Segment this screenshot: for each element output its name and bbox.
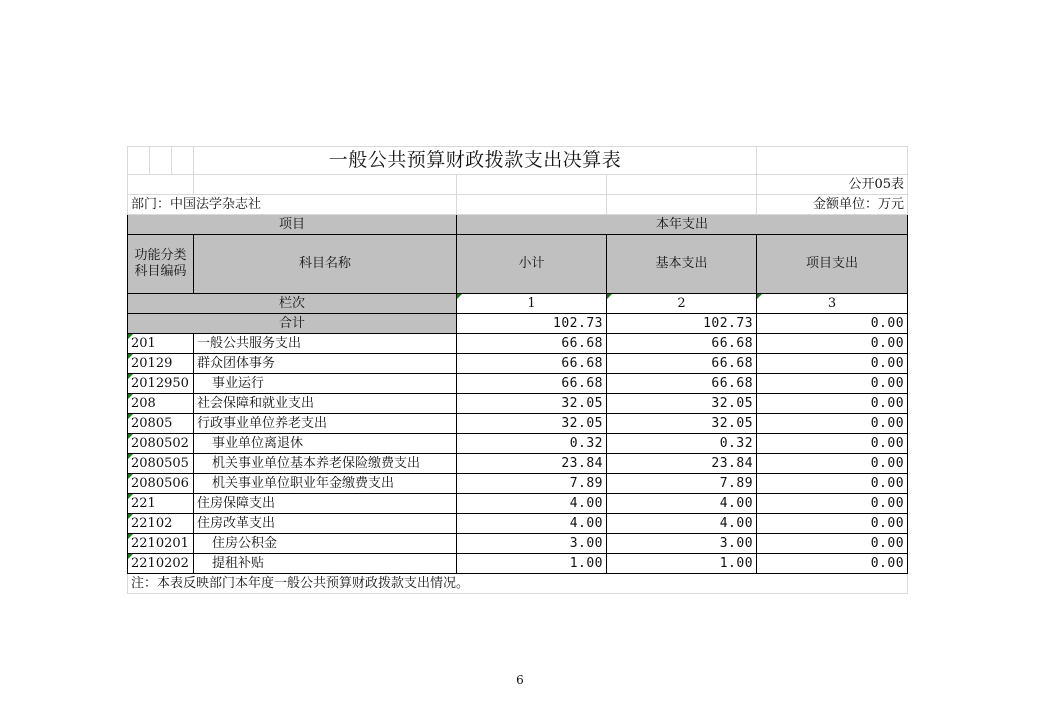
row-project: 0.00 — [757, 534, 908, 554]
row-basic: 4.00 — [607, 494, 757, 514]
table-row — [128, 514, 908, 534]
row-code: 22102 — [128, 514, 194, 534]
row-name: 一般公共服务支出 — [194, 334, 457, 354]
row-name: 住房公积金 — [194, 534, 457, 554]
row-basic: 66.68 — [607, 354, 757, 374]
row-basic: 3.00 — [607, 534, 757, 554]
table-row — [128, 374, 908, 394]
col-index-2: 2 — [607, 294, 757, 314]
table-row — [128, 394, 908, 414]
row-subtotal: 32.05 — [457, 414, 607, 434]
row-project: 0.00 — [757, 374, 908, 394]
row-name: 住房保障支出 — [194, 494, 457, 514]
row-subtotal: 1.00 — [457, 554, 607, 574]
table-row — [128, 554, 908, 574]
row-project: 0.00 — [757, 334, 908, 354]
row-code: 208 — [128, 394, 194, 414]
row-basic: 7.89 — [607, 474, 757, 494]
row-subtotal: 7.89 — [457, 474, 607, 494]
row-basic: 23.84 — [607, 454, 757, 474]
row-basic: 0.32 — [607, 434, 757, 454]
header-project: 项目 — [128, 215, 457, 235]
row-subtotal: 23.84 — [457, 454, 607, 474]
row-project: 0.00 — [757, 494, 908, 514]
table-row — [128, 434, 908, 454]
row-basic: 1.00 — [607, 554, 757, 574]
row-project: 0.00 — [757, 554, 908, 574]
table-row — [128, 454, 908, 474]
table-row — [128, 474, 908, 494]
row-name: 群众团体事务 — [194, 354, 457, 374]
row-subtotal: 66.68 — [457, 354, 607, 374]
row-subtotal: 0.32 — [457, 434, 607, 454]
row-code: 201 — [128, 334, 194, 354]
row-code: 2012950 — [128, 374, 194, 394]
header-code: 功能分类 科目编码 — [128, 235, 194, 294]
row-project: 0.00 — [757, 414, 908, 434]
row-subtotal: 4.00 — [457, 494, 607, 514]
col-index-3: 3 — [757, 294, 908, 314]
row-subtotal: 4.00 — [457, 514, 607, 534]
total-project: 0.00 — [757, 314, 908, 334]
table-row — [128, 534, 908, 554]
total-basic: 102.73 — [607, 314, 757, 334]
row-name: 事业单位离退休 — [194, 434, 457, 454]
row-name: 提租补贴 — [194, 554, 457, 574]
total-subtotal: 102.73 — [457, 314, 607, 334]
row-code: 2210201 — [128, 534, 194, 554]
row-code: 20129 — [128, 354, 194, 374]
header-name: 科目名称 — [194, 235, 457, 294]
expenditure-table — [127, 146, 908, 594]
row-code: 2080505 — [128, 454, 194, 474]
form-id: 公开05表 — [757, 175, 908, 195]
row-subtotal: 32.05 — [457, 394, 607, 414]
row-name: 机关事业单位基本养老保险缴费支出 — [194, 454, 457, 474]
row-subtotal: 66.68 — [457, 334, 607, 354]
header-project-expense: 项目支出 — [757, 235, 908, 294]
row-name: 事业运行 — [194, 374, 457, 394]
row-code: 2080502 — [128, 434, 194, 454]
row-code: 2080506 — [128, 474, 194, 494]
table-note: 注：本表反映部门本年度一般公共预算财政拨款支出情况。 — [128, 574, 908, 594]
header-column-index: 栏次 — [128, 294, 457, 314]
row-code: 20805 — [128, 414, 194, 434]
table-row — [128, 334, 908, 354]
row-code: 221 — [128, 494, 194, 514]
row-project: 0.00 — [757, 474, 908, 494]
row-project: 0.00 — [757, 454, 908, 474]
table-row — [128, 354, 908, 374]
header-current-year: 本年支出 — [457, 215, 908, 235]
row-project: 0.00 — [757, 434, 908, 454]
row-name: 行政事业单位养老支出 — [194, 414, 457, 434]
table-row — [128, 494, 908, 514]
row-project: 0.00 — [757, 394, 908, 414]
col-index-1: 1 — [457, 294, 607, 314]
row-basic: 4.00 — [607, 514, 757, 534]
unit-label: 金额单位：万元 — [757, 195, 908, 215]
department-label: 部门：中国法学杂志社 — [128, 195, 457, 215]
page-number: 6 — [516, 673, 524, 687]
header-subtotal: 小计 — [457, 235, 607, 294]
row-code: 2210202 — [128, 554, 194, 574]
header-basic: 基本支出 — [607, 235, 757, 294]
row-basic: 66.68 — [607, 374, 757, 394]
row-name: 社会保障和就业支出 — [194, 394, 457, 414]
total-label: 合计 — [128, 314, 457, 334]
row-name: 住房改革支出 — [194, 514, 457, 534]
row-basic: 32.05 — [607, 414, 757, 434]
row-project: 0.00 — [757, 514, 908, 534]
row-subtotal: 66.68 — [457, 374, 607, 394]
row-basic: 32.05 — [607, 394, 757, 414]
row-name: 机关事业单位职业年金缴费支出 — [194, 474, 457, 494]
row-project: 0.00 — [757, 354, 908, 374]
row-basic: 66.68 — [607, 334, 757, 354]
table-title: 一般公共预算财政拨款支出决算表 — [194, 147, 757, 175]
table-row — [128, 414, 908, 434]
row-subtotal: 3.00 — [457, 534, 607, 554]
